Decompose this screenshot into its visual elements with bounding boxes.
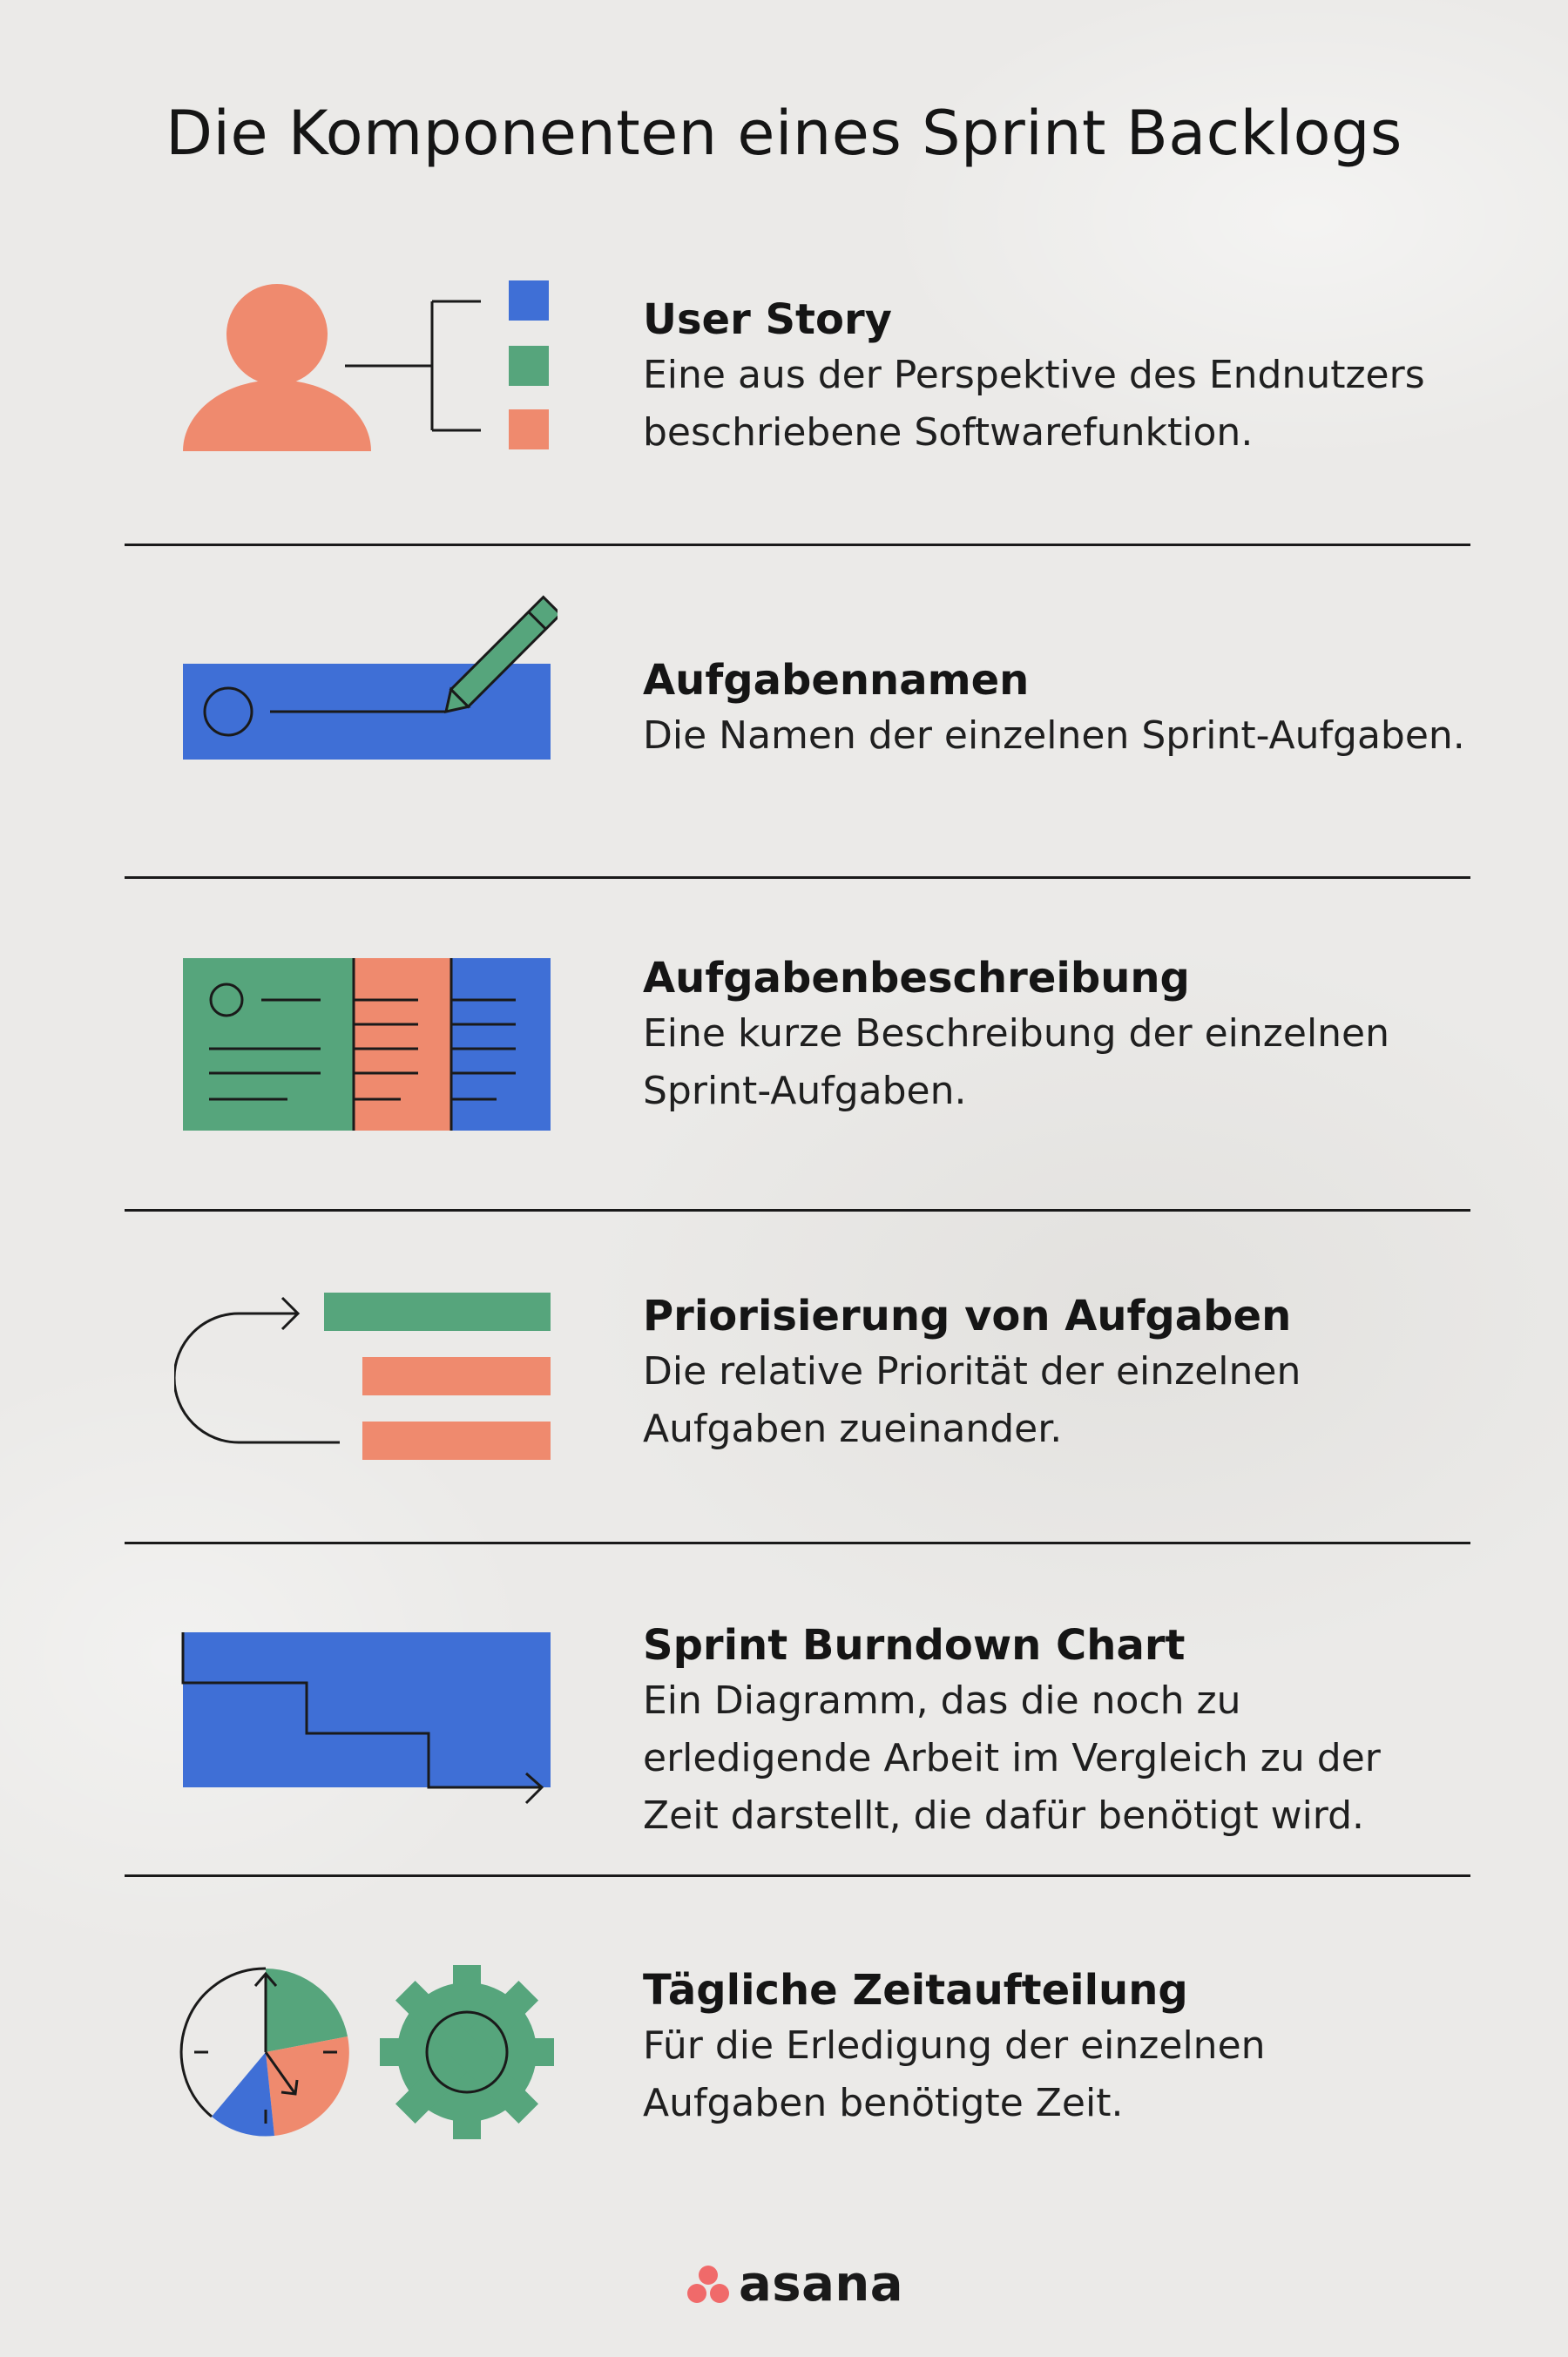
priority-reorder-icon — [174, 1280, 558, 1481]
component-heading: Aufgabennamen — [643, 656, 1030, 705]
burndown-chart-icon — [174, 1618, 558, 1819]
component-description: Eine aus der Perspektive des Endnutzers beschriebene Softwarefunktion. — [643, 353, 1425, 455]
component-heading: Priorisierung von Aufgaben — [643, 1292, 1292, 1341]
section-divider — [125, 1209, 1470, 1212]
page-title: Die Komponenten eines Sprint Backlogs — [166, 98, 1402, 169]
component-description: Die Namen der einzelnen Sprint-Aufgaben. — [643, 713, 1465, 758]
component-heading: Tägliche Zeitaufteilung — [643, 1966, 1188, 2015]
component-description: Eine kurze Beschreibung der einzelnen Sprint-Aufgaben. — [643, 1011, 1390, 1113]
component-heading: User Story — [643, 295, 892, 344]
section-divider — [125, 1542, 1470, 1544]
asana-dots-icon — [686, 2265, 730, 2305]
pencil-task-name-icon — [174, 592, 558, 767]
section-divider — [125, 876, 1470, 879]
component-heading: Aufgabenbeschreibung — [643, 954, 1190, 1003]
component-description: Ein Diagramm, das die noch zu erledigende Arbeit im Vergleich zu der Zeit darstellt, die dafür benötigt wird. — [643, 1678, 1381, 1838]
section-divider — [125, 544, 1470, 546]
component-description: Für die Erledigung der einzelnen Aufgaben benötigte Zeit. — [643, 2023, 1266, 2125]
component-heading: Sprint Burndown Chart — [643, 1621, 1186, 1670]
asana-logo — [686, 2256, 903, 2313]
clock-gear-icon — [174, 1960, 558, 2151]
component-description: Die relative Priorität der einzelnen Aufgaben zueinander. — [643, 1349, 1301, 1451]
user-story-icon — [174, 261, 558, 470]
task-description-card-icon — [174, 949, 558, 1141]
logo-wordmark: asana — [739, 2256, 904, 2313]
section-divider — [125, 1874, 1470, 1877]
